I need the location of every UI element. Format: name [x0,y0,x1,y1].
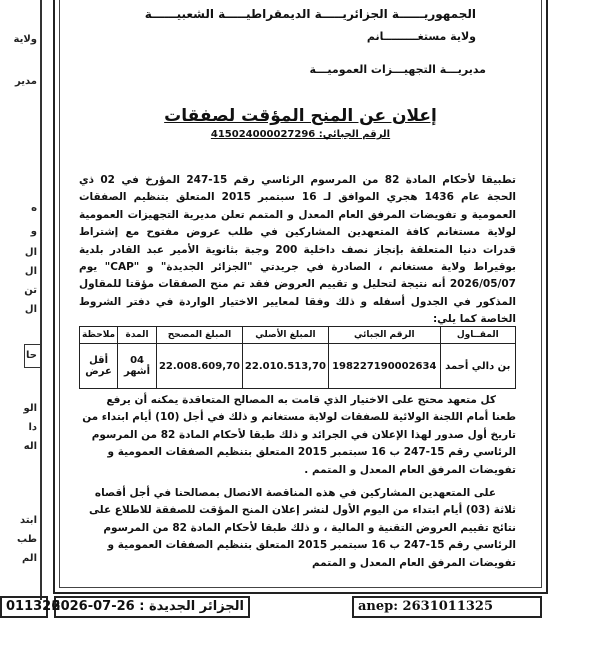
fragment-text: اله [23,441,37,452]
cell-original-amount: 22.010.513,70 [242,344,328,389]
award-table [79,326,516,389]
column-header-fiscal-number: الرقم الجبائي [328,327,440,344]
column-header-original-amount: المبلغ الأصلي [242,327,328,344]
cell-contractor: بن دالي أحمد [440,344,515,389]
adjacent-column-fragment [0,0,42,600]
previous-ad-reference-text: 011326 [6,599,61,614]
appeal-paragraph: كل متعهد محتج على الاختيار الذي قامت به المصالح المتعاقدة يمكنه أن يرفع طعنا أمام اللجنة الولائية للصفقات لولاية مستغانم و ذلك في أجل (10) أيام ابتداء من تاريخ أول صدور لهذا الإعلان في الجرائد و ذلك طبقا لأحكام المادة 82 من المرسوم الرئاسي رقم 15-247 ب 16 سبتمبر 2015 المتعلق بتنظيم الصفقات العمومية و تفويضات المرفق العام المعدل و المتمم . [82,394,516,476]
fragment-text: دا [28,422,37,433]
cell-fiscal-number: 198227190002634 [328,344,440,389]
cell-corrected-amount: 22.008.609,70 [156,344,242,389]
table-header-row [80,327,516,344]
column-header-corrected-amount: المبلغ المصحح [156,327,242,344]
fragment-text: ابتد [19,515,37,526]
notice-after-table [79,392,516,578]
fragment-text: تن [24,285,37,296]
fragment-text: ال [24,304,37,315]
fragment-text: ه [31,203,37,214]
notice-title: إعلان عن المنح المؤقت لصفقات [164,106,437,126]
newspaper-date-text: الجزائر الجديدة : 26-07-2026 [51,599,244,614]
publication-footer [0,594,599,618]
fragment-text: ولاية [13,34,37,45]
fragment-text: حا [26,350,37,361]
fragment-text: الم [21,553,37,564]
republic-header: الجمهوريــــــة الجزائريـــــة الديمقراطيـــــة الشعبيــــــة [144,7,476,21]
cell-duration: 04 أشهر [118,344,157,389]
column-header-contractor: المقــاول [440,327,515,344]
fragment-text: مدير [15,76,37,87]
newspaper-date-box [51,596,250,618]
fragment-text: ال [24,266,37,277]
previous-ad-reference [0,596,61,618]
table-row [80,344,516,389]
anep-reference-text: anep: 2631011325 [358,599,494,614]
cell-remark: أقل عرض [80,344,118,389]
fiscal-id: الرقم الجبائي: 415024000027296 [210,129,391,140]
notice-frame [53,0,548,594]
directorate-header: مديريـــة التجهيـــزات العموميـــة [309,63,486,76]
fragment-text: طب [16,534,37,545]
notice-body-paragraph: تطبيقا لأحكام المادة 82 من المرسوم الرئاسي رقم 15-247 المؤرخ في 02 ذي الحجة عام 1436 هجري الموافق لـ 16 سبتمبر 2015 المتعلق بتنظيم الصفقات العمومية و تفويضات المرفق العام المعدل و المتمم تعلن مديرية التجهيزات العمومية لولاية مستغانم كافة المتعهدين المشاركين في طلب عروض مفتوح مع إشتراط قدرات دنيا المتعلقة بإنجاز نصف داخلية 200 وجبة بثانوية الأمير عبد القادر بلدية بوقيراط ولاية مستغانم ، الصادرة في جريدتي "الجزائر الجديدة" و "CAP" يوم 2026/05/07 أنه نتيجة لتحليل و تقييم العروض فقد تم منح الصفقات مؤقتا للمقاول المذكور في الجدول أسفله و ذلك وفقا لمعايير الاختيار الواردة في دفتر الشروط الخاصة كما يلي: [79,174,516,326]
fragment-text: ال [24,247,37,258]
anep-reference-box [352,596,542,618]
fragment-text: الو [23,403,37,414]
column-header-remark: ملاحظة [80,327,118,344]
contact-paragraph: على المتعهدين المشاركين في هذه المناقصة الاتصال بمصالحنا في أجل أقصاه ثلاثة (03) أيام ابتداء من اليوم الأول لنشر إعلان المنح المؤقت للصفقة للاطلاع على نتائج تقييم العروض التقنية و المالية ، و ذلك طبقا لأحكام المادة 82 من المرسوم الرئاسي رقم 15-247 ب 16 سبتمبر 2015 المتعلق بتنظيم الصفقات العمومية و تفويضات المرفق العام المعدل و المتمم [89,487,516,569]
wilaya-header: ولاية مستغـــــــــانم [366,30,476,43]
fragment-text: و [30,226,37,237]
column-header-duration: المدة [118,327,157,344]
